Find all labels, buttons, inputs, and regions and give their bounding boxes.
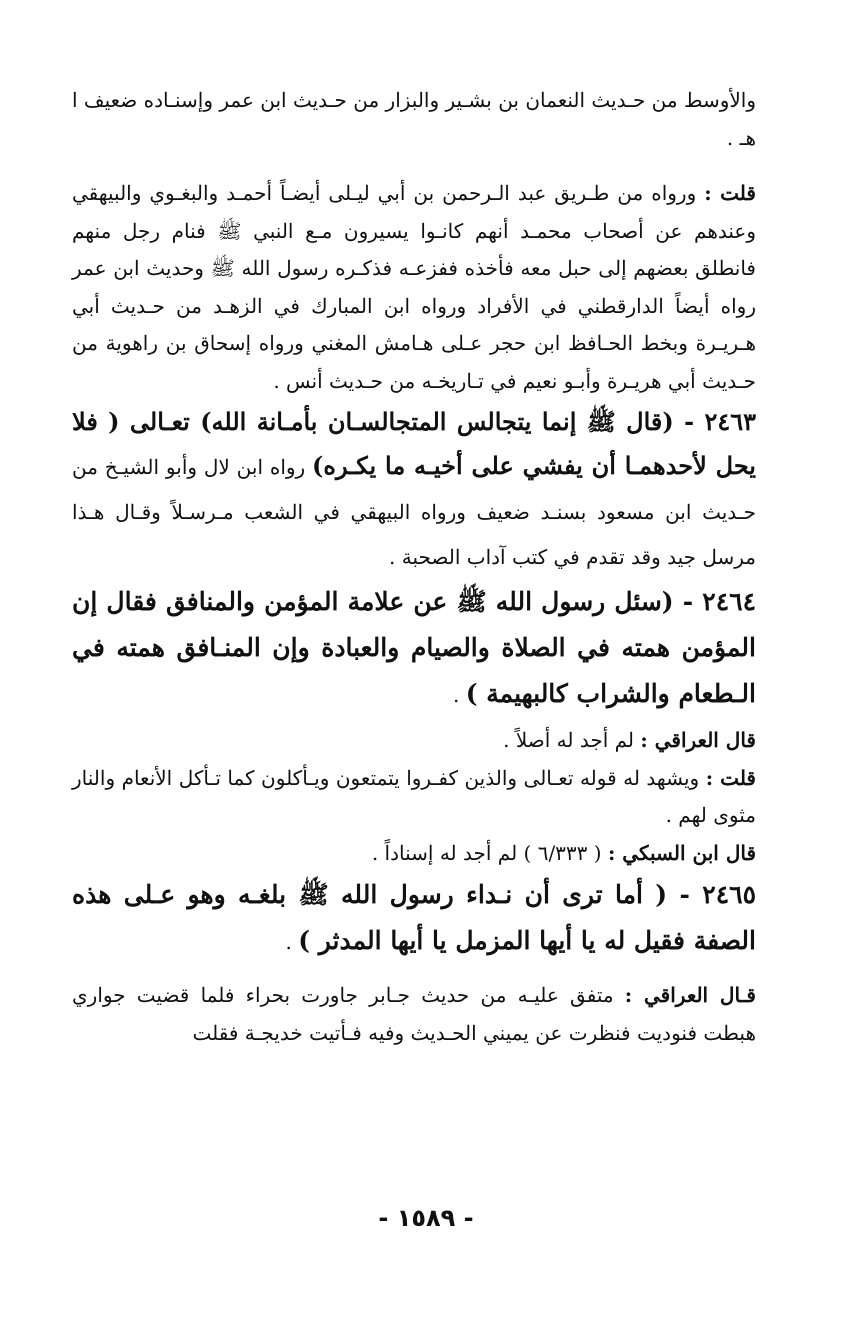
paragraph-lead: قلت :: [705, 765, 756, 790]
entry-2463: [72, 400, 756, 579]
paragraph-text: ( ٦/٣٣٣ ) لم أجد له إسناداً .: [371, 840, 608, 865]
paragraph-awsat: [72, 82, 756, 157]
entry-2464: [72, 579, 756, 718]
entry-2465: [72, 872, 756, 965]
paragraph-lead: قـال العراقي :: [624, 983, 756, 1007]
paragraph-text: متفق عليـه من حديث جـابر جاورت بحراء فلما قضيت جواري هبطت فنوديت فنظرت عن يميني الحـديث وفيه فـأتيت خديجـة فقلت: [72, 983, 756, 1045]
paragraph-text: لم أجد له أصلاً .: [503, 728, 641, 752]
paragraph-subki: [72, 835, 756, 873]
paragraph-lead: قلت :: [704, 181, 756, 205]
paragraph-qult-1: [72, 175, 756, 400]
paragraph-iraqi-1: [72, 722, 756, 760]
paragraph-text: ورواه من طـريق عبد الـرحمن بن أبي ليـلى أيضـاً أحمـد والبغـوي والبيهقي وعندهم عن أصحاب محمـد أنهم كانـوا يسيرون مـع النبي ﷺ فنام رجل منهم فانطلق بعضهم إلى حبل معه فأخذه ففزعـه فذكـره رسول الله ﷺ وحديث ابن عمر رواه أيضاً الدارقطني في الأفراد ورواه ابن المبارك في الزهـد من حـديث أبي هـريـرة وبخط الحـافظ ابن حجر عـلى هـامش المغني ورواه إسحاق بن راهوية من حـديث أبي هريـرة وأبـو نعيم في تـاريخـه من حـديث أنس .: [72, 181, 756, 393]
paragraph-qult-2: [72, 760, 756, 835]
paragraph-text: والأوسط من حـديث النعمان بن بشـير والبزار من حـديث ابن عمر وإسنـاده ضعيف ا هـ .: [72, 88, 756, 150]
entry-heading: ٢٤٦٣ - (قال ﷺ إنما يتجالس المتجالسـان بأمـانة الله) تعـالى ( فلا يحل لأحدهمـا أن يفشي على أخيـه ما يكـره): [72, 407, 756, 480]
entry-tail: .: [285, 930, 299, 954]
paragraph-text: ويشهد له قوله تعـالى والذين كفـروا يتمتعون ويـأكلون كما تـأكل الأنعام والنار مثوى لهم .: [72, 765, 756, 827]
page-number: - ١٥٨٩ -: [378, 1204, 474, 1232]
paragraph-lead: قال العراقي :: [640, 728, 756, 752]
entry-tail: .: [452, 683, 466, 707]
paragraph-iraqi-2: [72, 977, 756, 1052]
paragraph-lead: قال ابن السبكي :: [607, 840, 756, 865]
entry-heading: ٢٤٦٤ - (سئل رسول الله ﷺ عن علامة المؤمن والمنافق فقال إن المؤمن همته في الصلاة والصيام والعبادة وإن المنـافق همته في الـطعام والشراب كالبهيمة ): [72, 587, 756, 708]
entry-commentary: رواه ابن لال وأبو الشيـخ من حـديث ابن مسعود بسنـد ضعيف ورواه البيهقي في الشعب مـرسـلاً وقـال هـذا مرسل جيد وقد تقدم في كتب آداب الصحبة .: [72, 455, 756, 569]
entry-heading: ٢٤٦٥ - ( أما ترى أن نـداء رسول الله ﷺ بلغـه وهو عـلى هذه الصفة فقيل له يا أيها المزمل يا أيها المدثر ): [72, 880, 756, 955]
